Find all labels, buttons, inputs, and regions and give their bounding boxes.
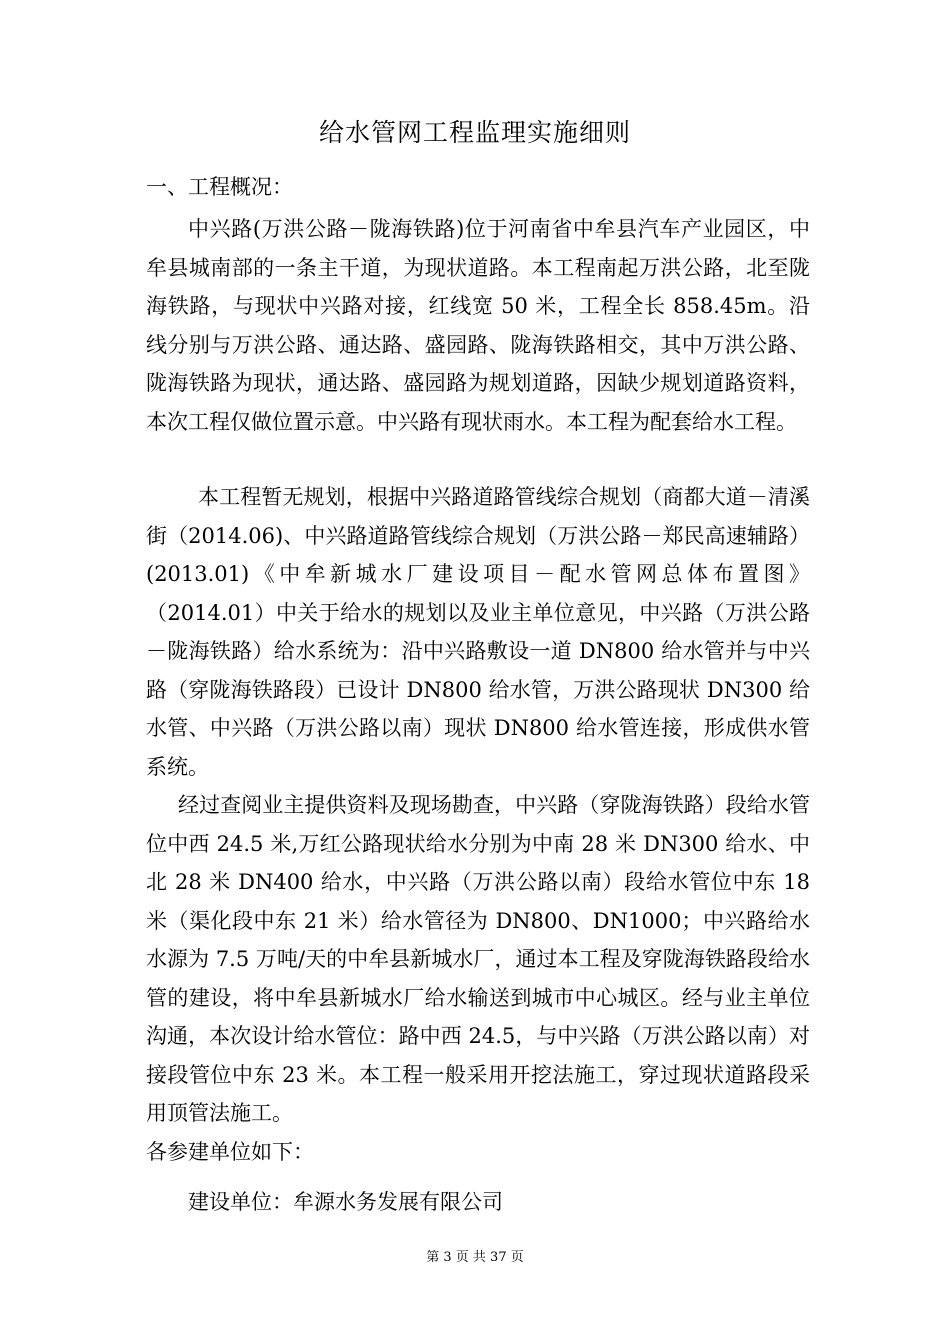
paragraph-site-survey: 经过查阅业主提供资料及现场勘查，中兴路（穿陇海铁路）段给水管位中西 24.5 米,万红公路现状给水分别为中南 28 米 DN300 给水、中北 28 米 DN400 给水，中兴路（万洪公路以南）段给水管位中东 18 米（渠化段中东 21 米）给水管径为 DN800、DN1000；中兴路给水水源为 7.5 万吨/天的中牟县新城水厂，通过本工程及穿陇海铁路段给水管的建设，将中牟县新城水厂给水输送到城市中心城区。经与业主单位沟通，本次设计给水管位：路中西 24.5，与中兴路（万洪公路以南）对接段管位中东 23 米。本工程一般采用开挖法施工，穿过现状道路段采用顶管法施工。 xyxy=(146,793,810,1125)
document-title: 给水管网工程监理实施细则 xyxy=(318,118,631,147)
page-footer: 第 3 页 共 37 页 xyxy=(426,1250,524,1265)
paragraph-planning-basis: 本工程暂无规划，根据中兴路道路管线综合规划（商都大道－清溪街（2014.06)、中兴路道路管线综合规划（万洪公路－郑民高速辅路）(2013.01)《中牟新城水厂建设项目－配水管网总体布置图》（2014.01）中关于给水的规划以及业主单位意见，中兴路（万洪公路－陇海铁路）给水系统为：沿中兴路敷设一道 DN800 给水管并与中兴路（穿陇海铁路段）已设计 DN800 给水管，万洪公路现状 DN300 给水管、中兴路（万洪公路以南）现状 DN800 给水管连接，形成供水管系统。 xyxy=(146,485,810,779)
construction-unit: 建设单位：牟源水务发展有限公司 xyxy=(188,1190,503,1214)
paragraph-project-overview: 中兴路(万洪公路－陇海铁路)位于河南省中牟县汽车产业园区，中牟县城南部的一条主干道，为现状道路。本工程南起万洪公路，北至陇海铁路，与现状中兴路对接，红线宽 50 米，工程全长 858.45m。沿线分别与万洪公路、通达路、盛园路、陇海铁路相交，其中万洪公路、陇海铁路为现状，通达路、盛园路为规划道路，因缺少规划道路资料，本次工程仅做位置示意。中兴路有现状雨水。本工程为配套给水工程。 xyxy=(146,217,810,434)
section-heading: 一、工程概况： xyxy=(146,175,293,199)
participants-intro: 各参建单位如下： xyxy=(146,1140,314,1164)
